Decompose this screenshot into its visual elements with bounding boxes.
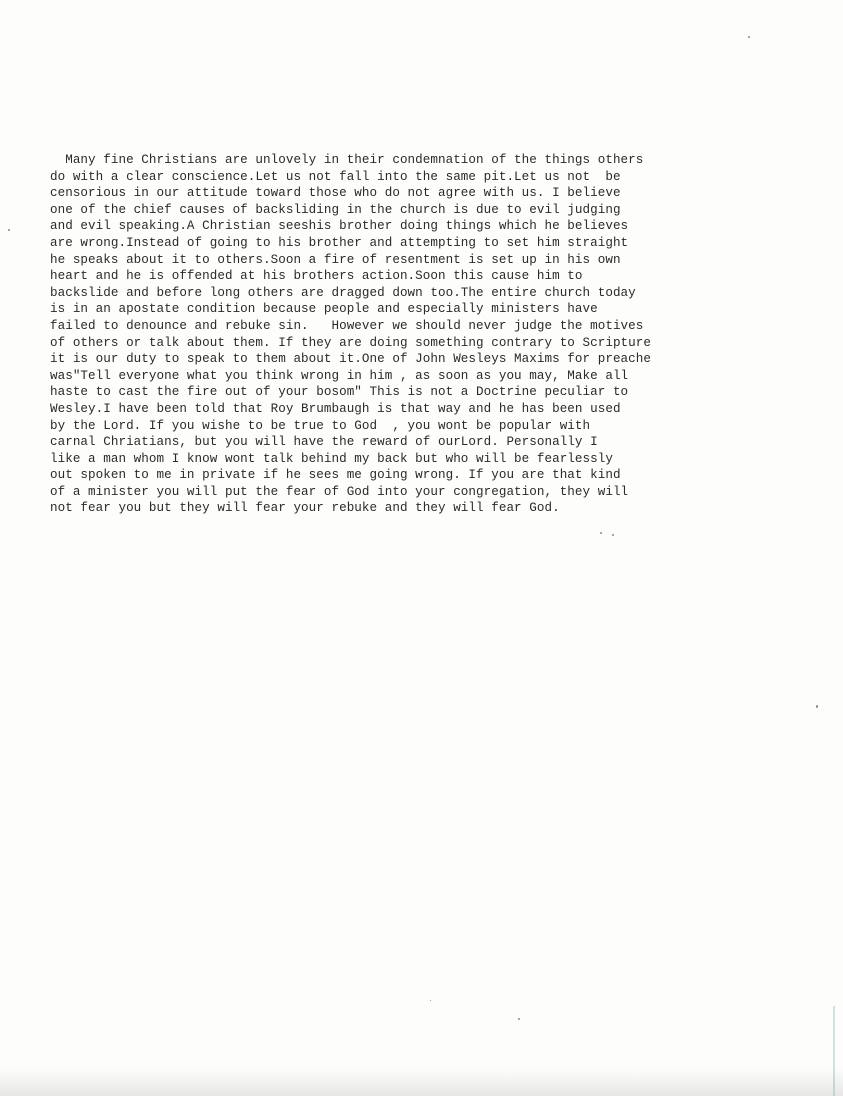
text-line: by the Lord. If you wishe to be true to God , you wont be popular with bbox=[50, 418, 591, 433]
paper-speck bbox=[748, 36, 750, 38]
scan-edge-mark bbox=[833, 1006, 835, 1096]
text-line: and evil speaking.A Christian seeshis brother doing things which he believes bbox=[50, 219, 629, 234]
text-line: backslide and before long others are dragged down too.The entire church today bbox=[50, 285, 636, 300]
text-line: censorious in our attitude toward those who do not agree with us. I believe bbox=[50, 186, 621, 201]
text-line: he speaks about it to others.Soon a fire of resentment is set up in his own bbox=[50, 252, 621, 267]
paper-speck bbox=[430, 1000, 431, 1001]
paper-speck bbox=[518, 1018, 520, 1020]
paper-speck bbox=[8, 229, 10, 231]
text-line: carnal Chriatians, but you will have the reward of ourLord. Personally I bbox=[50, 435, 598, 450]
text-line: do with a clear conscience.Let us not fall into the same pit.Let us not be bbox=[50, 169, 621, 184]
paper-speck bbox=[816, 705, 818, 708]
text-line: of others or talk about them. If they are doing something contrary to Scripture bbox=[50, 335, 651, 350]
text-line: one of the chief causes of backsliding in the church is due to evil judging bbox=[50, 202, 621, 217]
typed-text-body bbox=[50, 152, 830, 517]
paper-speck bbox=[600, 532, 602, 534]
text-line: it is our duty to speak to them about it.One of John Wesleys Maxims for preache bbox=[50, 352, 651, 367]
paper-speck bbox=[612, 534, 614, 536]
text-line: is in an apostate condition because people and especially ministers have bbox=[50, 302, 598, 317]
text-line: Wesley.I have been told that Roy Brumbaugh is that way and he has been used bbox=[50, 401, 621, 416]
text-line: Many fine Christians are unlovely in their condemnation of the things others bbox=[50, 153, 644, 167]
scan-bottom-shadow bbox=[0, 1068, 843, 1096]
text-line: failed to denounce and rebuke sin. However we should never judge the motives bbox=[50, 318, 644, 333]
text-line: like a man whom I know wont talk behind my back but who will be fearlessly bbox=[50, 451, 613, 466]
text-line: was"Tell everyone what you think wrong in him , as soon as you may, Make all bbox=[50, 368, 629, 383]
text-line: heart and he is offended at his brothers action.Soon this cause him to bbox=[50, 269, 583, 284]
text-line: not fear you but they will fear your rebuke and they will fear God. bbox=[50, 501, 560, 516]
text-line: are wrong.Instead of going to his brother and attempting to set him straight bbox=[50, 235, 629, 250]
text-line: out spoken to me in private if he sees me going wrong. If you are that kind bbox=[50, 468, 621, 483]
text-line: of a minister you will put the fear of God into your congregation, they will bbox=[50, 484, 629, 499]
text-line: haste to cast the fire out of your bosom" This is not a Doctrine peculiar to bbox=[50, 385, 629, 400]
